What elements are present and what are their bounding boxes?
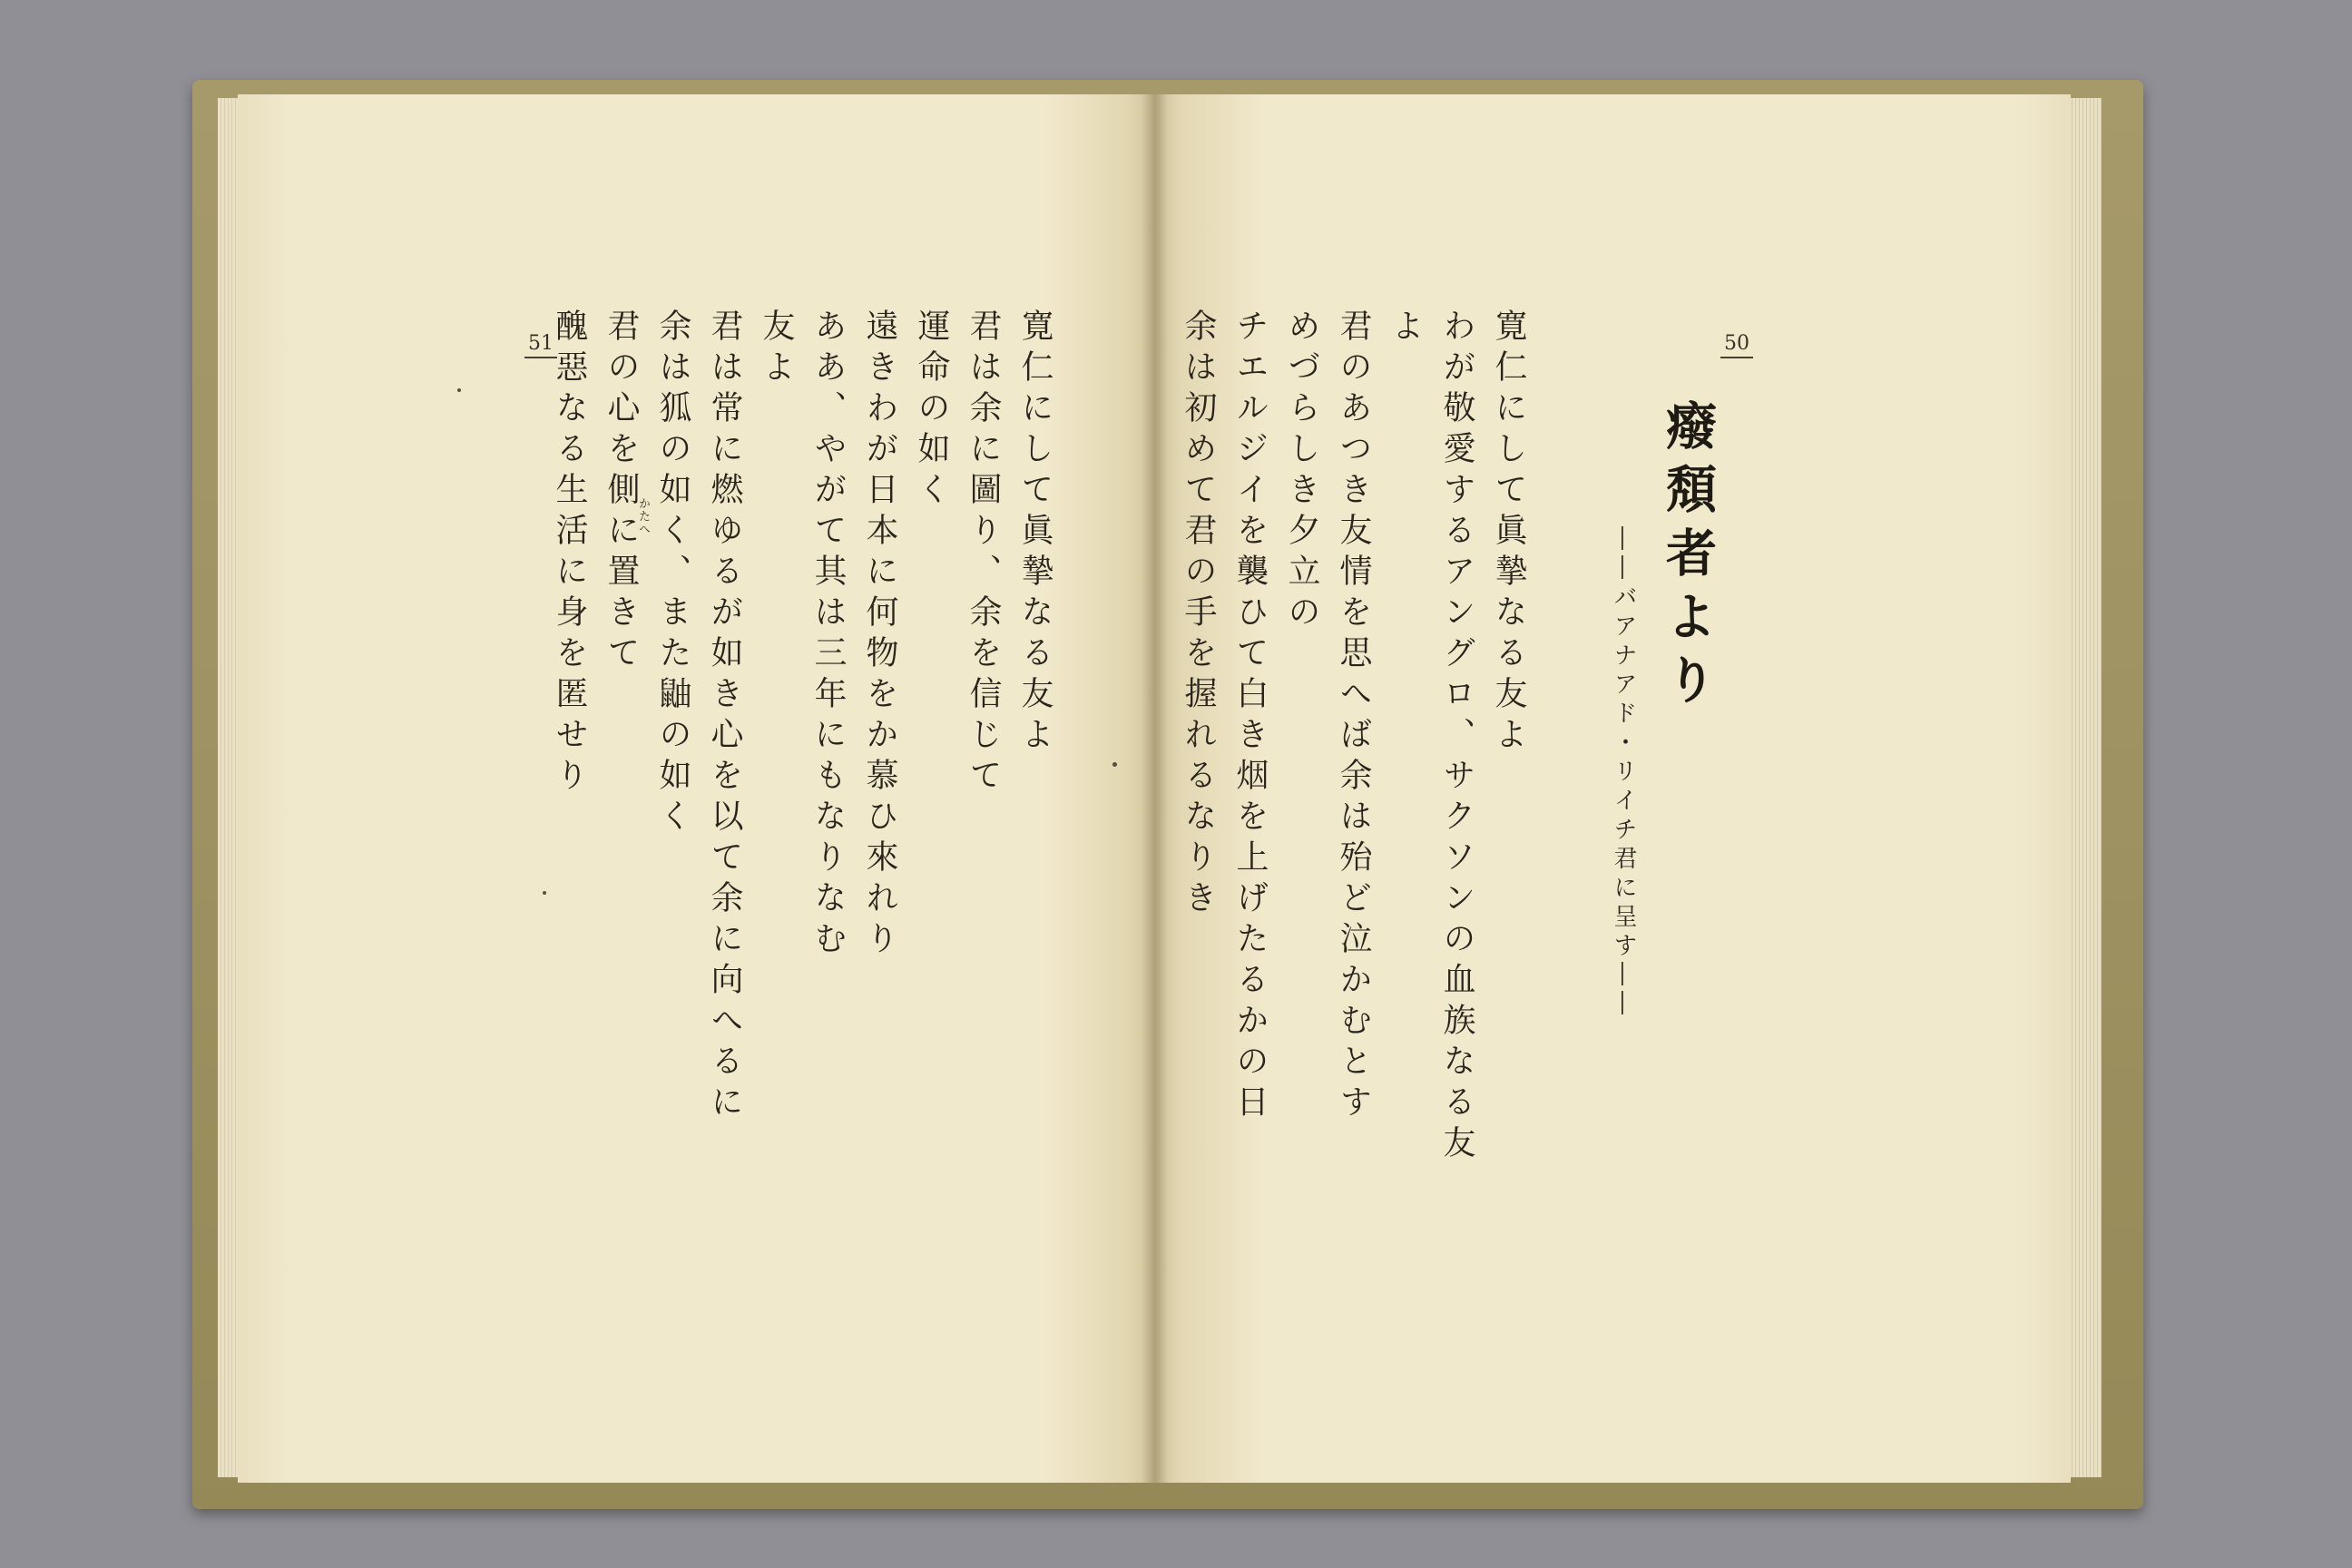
text-column: チエルジイを襲ひて白き烟を上げたるかの日 (1231, 309, 1269, 1125)
text-column: 友よ (758, 309, 795, 390)
paper-speck (1112, 762, 1117, 767)
text-column: 君の心を側に置きて (603, 309, 640, 676)
text-column: 運命の如く (913, 309, 950, 513)
text-column: 遠きわが日本に何物をか慕ひ來れり (861, 309, 898, 962)
text-column: 余は初めて君の手を握れるなりき (1180, 309, 1217, 921)
page-number-left: 51 (524, 332, 557, 358)
text-column: ああ、やがて其は三年にもなりなむ (809, 309, 847, 962)
text-column: 寛仁にして眞摯なる友よ (1016, 309, 1054, 758)
text-column: めづらしき夕立の (1283, 309, 1320, 635)
dedication-line: ――バアナアド・リイチ君に呈す―― (1610, 526, 1637, 1020)
text-column: よ (1387, 309, 1424, 349)
paper-speck (457, 388, 461, 392)
paper-speck (543, 891, 546, 895)
text-column: わが敬愛するアングロ、サクソンの血族なる友 (1438, 309, 1475, 1166)
left-page (238, 94, 1154, 1483)
page-number-right: 50 (1720, 332, 1753, 358)
text-column: 余は狐の如く、また鼬の如く (654, 309, 691, 839)
poem-title: 癈頽者より (1658, 399, 1718, 717)
text-column: 醜惡なる生活に身を匿せり (551, 309, 588, 799)
text-column: 君は常に燃ゆるが如き心を以て余に向へるに (706, 309, 743, 1125)
text-column: 君のあつき友情を思へば余は殆ど泣かむとす (1335, 309, 1372, 1125)
text-column: 寛仁にして眞摯なる友よ (1490, 309, 1527, 758)
text-column: 君は余に圖り、余を信じて (965, 309, 1002, 799)
book-gutter (1142, 94, 1169, 1483)
ruby-annotation: かたへ (636, 497, 650, 535)
page-edges-right (2069, 98, 2102, 1477)
